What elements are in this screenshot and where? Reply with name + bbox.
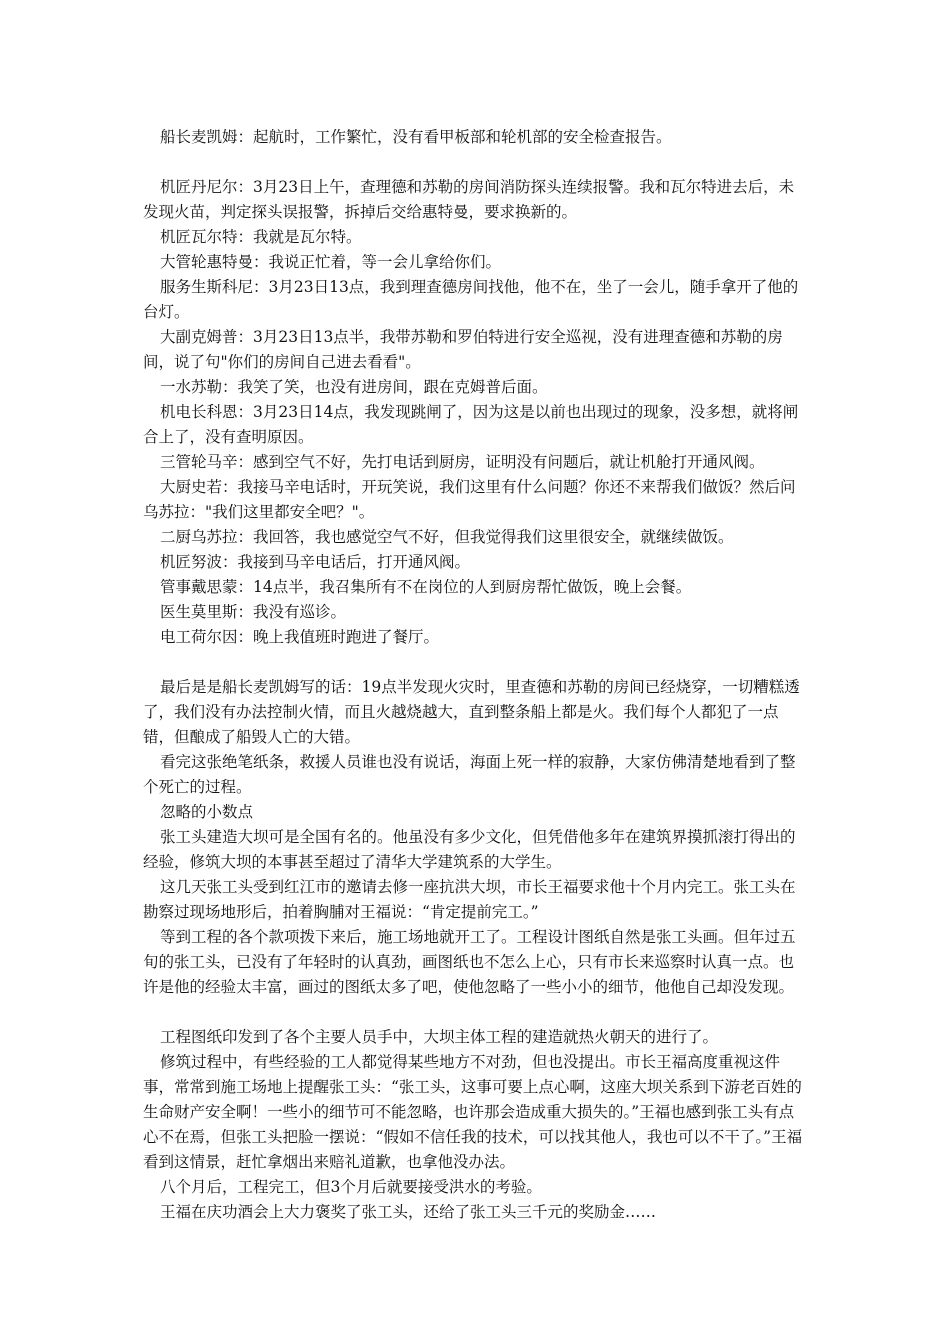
paragraph: 船长麦凯姆：起航时，工作繁忙，没有看甲板部和轮机部的安全检查报告。 bbox=[160, 128, 672, 146]
paragraph: 修筑过程中，有些经验的工人都觉得某些地方不对劲，但也没提出。市长王福高度重视这件事，常常到施工场地上提醒张工头：“张工头，这事可要上点心啊，这座大坝关系到下游老百姓的生命财产安全啊！一些小的细节可不能忽略，也许那会造成重大损失的。”王福也感到张工头有点心不在焉，但张工头把脸一摆说：“假如不信任我的技术，可以找其他人，我也可以不干了。”王福看到这情景，赶忙拿烟出来赔礼道歉，也拿他没办法。 bbox=[143, 1053, 803, 1171]
paragraph: 工程图纸印发到了各个主要人员手中，大坝主体工程的建造就热火朝天的进行了。 bbox=[160, 1028, 719, 1046]
paragraph: 电工荷尔因：晚上我值班时跑进了餐厅。 bbox=[160, 628, 440, 646]
paragraph: 管事戴思蒙：14点半，我召集所有不在岗位的人到厨房帮忙做饭，晚上会餐。 bbox=[160, 578, 692, 596]
paragraph: 王福在庆功酒会上大力褒奖了张工头，还给了张工头三千元的奖励金…… bbox=[160, 1203, 657, 1221]
paragraph: 三管轮马辛：感到空气不好，先打电话到厨房，证明没有问题后，就让机舱打开通风阀。 bbox=[160, 453, 765, 471]
paragraph: 大管轮惠特曼：我说正忙着，等一会儿拿给你们。 bbox=[160, 253, 502, 271]
paragraph: 机匠瓦尔特：我就是瓦尔特。 bbox=[160, 228, 362, 246]
paragraph: 机匠努波：我接到马辛电话后，打开通风阀。 bbox=[160, 553, 471, 571]
paragraph: 张工头建造大坝可是全国有名的。他虽没有多少文化，但凭借他多年在建筑界摸抓滚打得出的经验，修筑大坝的本事甚至超过了清华大学建筑系的大学生。 bbox=[143, 828, 796, 871]
paragraph: 二厨乌苏拉：我回答，我也感觉空气不好，但我觉得我们这里很安全，就继续做饭。 bbox=[160, 528, 734, 546]
paragraph: 等到工程的各个款项拨下来后，施工场地就开工了。工程设计图纸自然是张工头画。但年过五旬的张工头，已没有了年轻时的认真劲，画图纸也不怎么上心，只有市长来巡察时认真一点。也许是他的经验太丰富，画过的图纸太多了吧，使他忽略了一些小小的细节，他他自己却没发现。 bbox=[143, 928, 796, 996]
paragraph: 机电长科恩：3月23日14点，我发现跳闸了，因为这是以前也出现过的现象，没多想，就将闸合上了，没有查明原因。 bbox=[143, 403, 799, 446]
section-heading: 忽略的小数点 bbox=[160, 803, 254, 821]
paragraph: 大厨史若：我接马辛电话时，开玩笑说，我们这里有什么问题？你还不来帮我们做饭？然后问乌苏拉："我们这里都安全吧？"。 bbox=[143, 478, 796, 521]
paragraph: 最后是是船长麦凯姆写的话：19点半发现火灾时，里查德和苏勒的房间已经烧穿，一切糟糕透了，我们没有办法控制火情，而且火越烧越大，直到整条船上都是火。我们每个人都犯了一点错，但酿成了船毁人亡的大错。 bbox=[143, 678, 800, 746]
paragraph: 大副克姆普：3月23日13点半，我带苏勒和罗伯特进行安全巡视，没有进理查德和苏勒的房间，说了句"你们的房间自己进去看看"。 bbox=[143, 328, 783, 371]
paragraph: 服务生斯科尼：3月23日13点，我到理查德房间找他，他不在，坐了一会儿，随手拿开了他的台灯。 bbox=[143, 278, 799, 321]
paragraph: 看完这张绝笔纸条，救援人员谁也没有说话，海面上死一样的寂静，大家仿佛清楚地看到了整个死亡的过程。 bbox=[143, 753, 796, 796]
paragraph: 机匠丹尼尔：3月23日上午，查理德和苏勒的房间消防探头连续报警。我和瓦尔特进去后，未发现火苗，判定探头误报警，拆掉后交给惠特曼，要求换新的。 bbox=[143, 178, 795, 221]
paragraph: 这几天张工头受到红江市的邀请去修一座抗洪大坝，市长王福要求他十个月内完工。张工头在勘察过现场地形后，拍着胸脯对王福说：“肯定提前完工。” bbox=[143, 878, 796, 921]
paragraph: 八个月后，工程完工，但3个月后就要接受洪水的考验。 bbox=[160, 1178, 542, 1196]
paragraph: 一水苏勒：我笑了笑，也没有进房间，跟在克姆普后面。 bbox=[160, 378, 548, 396]
paragraph: 医生莫里斯：我没有巡诊。 bbox=[160, 603, 347, 621]
